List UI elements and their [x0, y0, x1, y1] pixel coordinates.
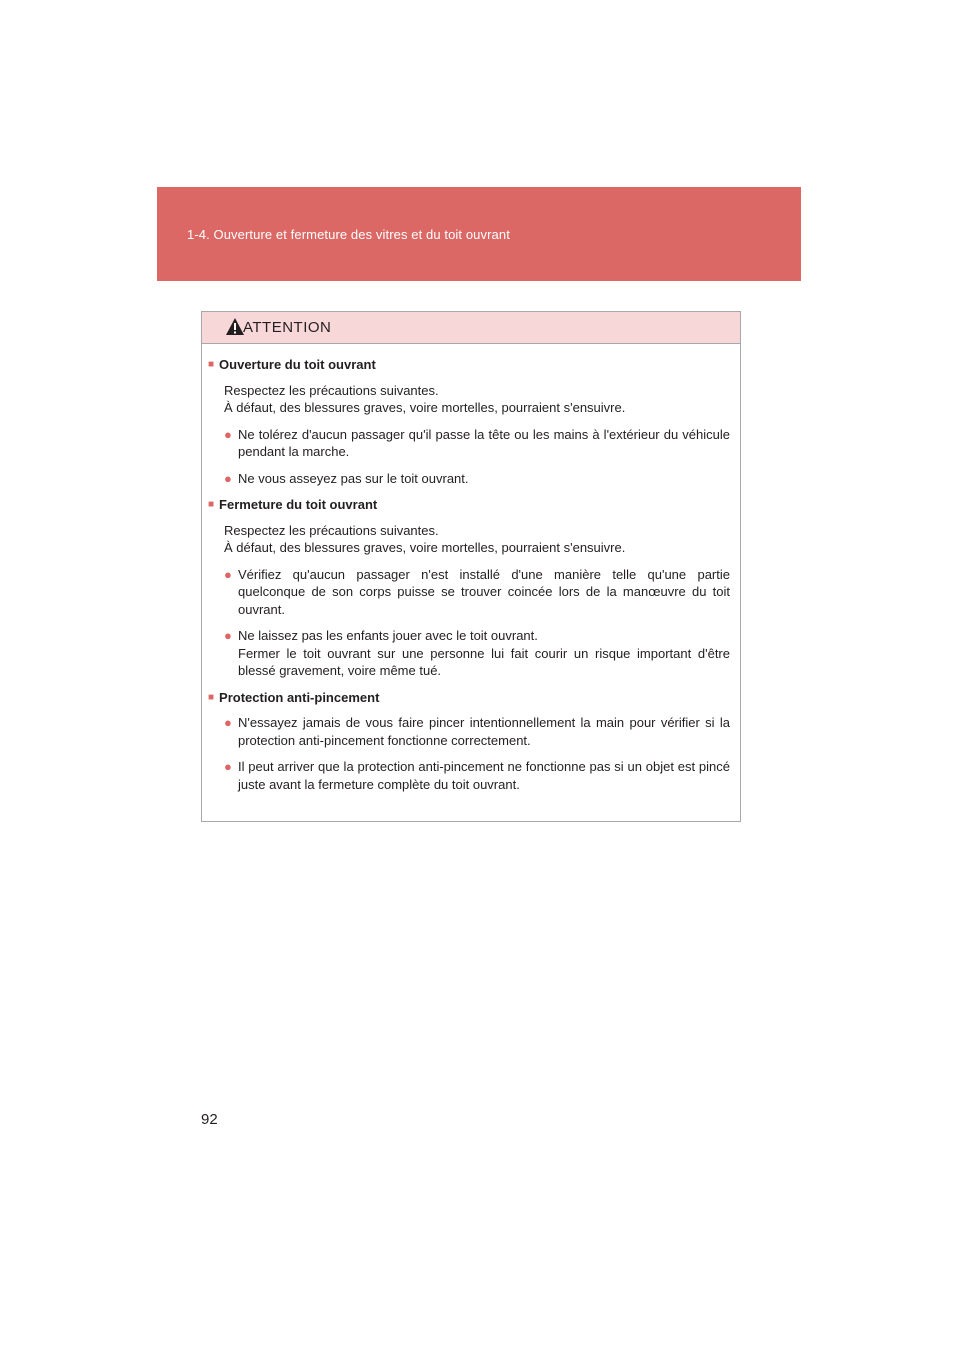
bullet-line: Fermer le toit ouvrant sur une personne lui fait courir un risque important d'être blessé gravement, voire même tué.	[238, 645, 730, 678]
warning-title: ATTENTION	[243, 319, 332, 336]
bullet-line: Ne laissez pas les enfants jouer avec le toit ouvrant.	[238, 628, 538, 643]
intro-line: Respectez les précautions suivantes.	[224, 522, 439, 538]
intro-line: À défaut, des blessures graves, voire mortelles, pourraient s'ensuivre.	[224, 540, 626, 555]
warning-body	[202, 344, 740, 793]
bullet-item	[208, 566, 730, 619]
section-heading	[208, 496, 730, 514]
bullet-item	[208, 627, 730, 680]
warning-box	[201, 311, 741, 822]
section-heading-text: Protection anti-pincement	[219, 689, 380, 705]
bullet-item	[208, 714, 730, 749]
square-bullet-icon: ■	[208, 359, 215, 370]
intro-line: Respectez les précautions suivantes.	[224, 382, 439, 398]
chapter-header-band	[157, 187, 801, 281]
section-intro	[208, 522, 730, 557]
circle-bullet-icon: ●	[224, 470, 232, 486]
circle-bullet-icon: ●	[224, 715, 232, 730]
bullet-item	[208, 426, 730, 461]
bullet-text	[238, 627, 730, 680]
circle-bullet-icon: ●	[224, 426, 232, 442]
section-heading-text: Fermeture du toit ouvrant	[219, 497, 378, 512]
bullet-text: Ne tolérez d'aucun passager qu'il passe la tête ou les mains à l'extérieur du véhicule pendant la marche.	[238, 426, 730, 459]
bullet-text: Il peut arriver que la protection anti-pincement ne fonctionne pas si un objet est pincé juste avant la fermeture complète du toit ouvrant.	[238, 759, 730, 792]
page-number: 92	[201, 1111, 218, 1128]
warning-triangle-icon	[225, 317, 245, 336]
circle-bullet-icon: ●	[224, 759, 232, 774]
bullet-item	[208, 758, 730, 793]
bullet-text: Ne vous asseyez pas sur le toit ouvrant.	[238, 470, 469, 486]
chapter-title: 1-4. Ouverture et fermeture des vitres et du toit ouvrant	[187, 227, 510, 242]
section-intro	[208, 382, 730, 417]
bullet-text: Vérifiez qu'aucun passager n'est installé d'une manière telle qu'une partie quelconque de son corps puisse se trouver coincée lors de la manœuvre du toit ouvrant.	[238, 566, 730, 617]
warning-header	[202, 312, 740, 344]
intro-line: À défaut, des blessures graves, voire mortelles, pourraient s'ensuivre.	[224, 400, 626, 415]
square-bullet-icon: ■	[208, 499, 215, 510]
circle-bullet-icon: ●	[224, 628, 232, 643]
section-heading	[208, 356, 730, 374]
section-heading-text: Ouverture du toit ouvrant	[219, 357, 376, 372]
square-bullet-icon: ■	[208, 691, 215, 703]
bullet-text: N'essayez jamais de vous faire pincer intentionnellement la main pour vérifier si la protection anti-pincement fonctionne correctement.	[238, 715, 730, 748]
section-heading	[208, 689, 730, 707]
circle-bullet-icon: ●	[224, 566, 232, 582]
bullet-item	[208, 470, 730, 488]
